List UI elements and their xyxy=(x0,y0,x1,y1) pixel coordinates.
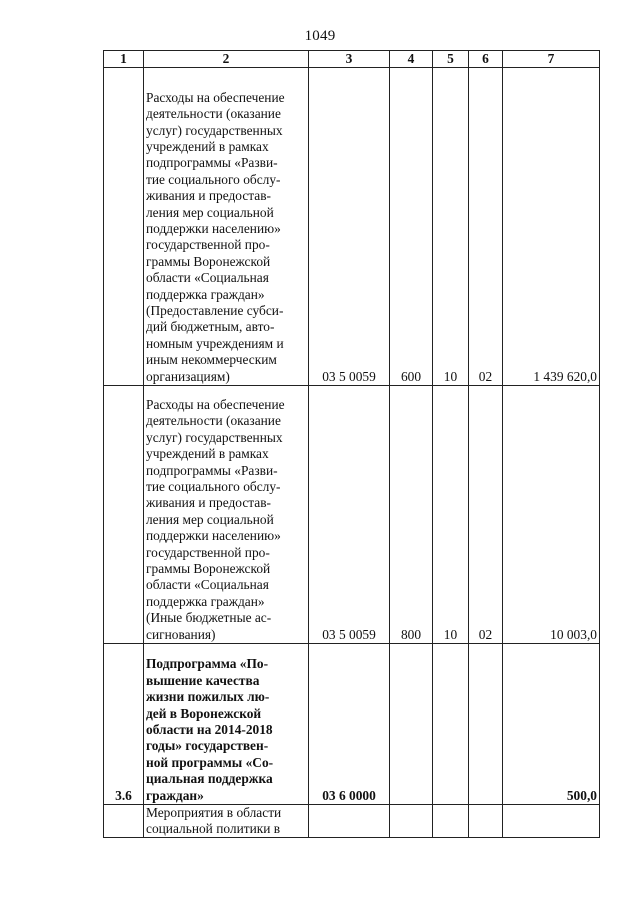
budget-table xyxy=(103,50,600,838)
column-header-6: 6 xyxy=(469,51,503,68)
description-line: услуг) государственных xyxy=(146,122,283,138)
row-index xyxy=(104,805,144,838)
row-col5 xyxy=(433,805,469,838)
row-col4 xyxy=(390,805,433,838)
description-line: Расходы на обеспечение xyxy=(146,396,285,412)
row-amount: 500,0 xyxy=(503,644,600,805)
row-index xyxy=(104,68,144,386)
description-line: подпрограммы «Разви- xyxy=(146,155,278,171)
header-row xyxy=(104,51,600,68)
description-line: Расходы на обеспечение xyxy=(146,89,285,105)
row-code: 03 5 0059 xyxy=(309,68,390,386)
description-line: Мероприятия в области xyxy=(146,805,282,820)
description-line: социальной политики в xyxy=(146,821,281,837)
description-line: области «Социальная xyxy=(146,270,269,286)
description-line: годы» государствен- xyxy=(146,738,269,754)
description-line: ной программы «Со- xyxy=(146,754,274,770)
row-col5 xyxy=(433,644,469,805)
description-line: (Предоставление субси- xyxy=(146,302,284,318)
row-description xyxy=(144,644,309,805)
description-line: Подпрограмма «По- xyxy=(146,656,269,672)
description-line: деятельности (оказание xyxy=(146,413,281,429)
description-line: номным учреждениям и xyxy=(146,335,284,351)
row-code xyxy=(309,805,390,838)
description-line: ления мер социальной xyxy=(146,204,274,220)
description-line: государственной про- xyxy=(146,237,270,253)
table-row xyxy=(104,386,600,644)
description-line: живания и предостав- xyxy=(146,188,272,204)
description-line: поддержки населению» xyxy=(146,220,281,236)
description-line: живания и предостав- xyxy=(146,495,272,511)
row-code: 03 5 0059 xyxy=(309,386,390,644)
page-number: 1049 xyxy=(304,28,336,44)
column-header-2: 2 xyxy=(144,51,309,68)
column-header-3: 3 xyxy=(309,51,390,68)
description-line: сигнования) xyxy=(146,626,216,642)
row-index xyxy=(104,386,144,644)
description-line: поддержки населению» xyxy=(146,528,281,544)
row-amount: 10 003,0 xyxy=(503,386,600,644)
column-header-7: 7 xyxy=(503,51,600,68)
row-col6 xyxy=(469,805,503,838)
description-line: тие социального обслу- xyxy=(146,171,281,187)
description-line: учреждений в рамках xyxy=(146,138,269,154)
description-line: жизни пожилых лю- xyxy=(146,689,270,705)
description-line: тие социального обслу- xyxy=(146,478,281,494)
description-line: области «Социальная xyxy=(146,577,269,593)
row-col6: 02 xyxy=(469,386,503,644)
description-line: вышение качества xyxy=(146,672,260,688)
table-row xyxy=(104,644,600,805)
row-col4: 600 xyxy=(390,68,433,386)
row-col4 xyxy=(390,644,433,805)
column-header-4: 4 xyxy=(390,51,433,68)
description-line: подпрограммы «Разви- xyxy=(146,462,278,478)
row-amount xyxy=(503,805,600,838)
description-line: иным некоммерческим xyxy=(146,352,277,368)
row-col4: 800 xyxy=(390,386,433,644)
description-line: услуг) государственных xyxy=(146,429,283,445)
description-line: граждан» xyxy=(146,787,204,803)
row-description xyxy=(144,805,309,838)
column-header-5: 5 xyxy=(433,51,469,68)
row-code: 03 6 0000 xyxy=(309,644,390,805)
table-row xyxy=(104,805,600,838)
description-line: организациям) xyxy=(146,368,230,384)
description-line: граммы Воронежской xyxy=(146,253,271,269)
row-col5: 10 xyxy=(433,68,469,386)
row-col6 xyxy=(469,644,503,805)
description-line: деятельности (оказание xyxy=(146,106,281,122)
description-line: поддержка граждан» xyxy=(146,286,265,302)
description-line: (Иные бюджетные ас- xyxy=(146,610,272,626)
table-row xyxy=(104,68,600,386)
description-line: учреждений в рамках xyxy=(146,446,269,462)
description-line: граммы Воронежской xyxy=(146,560,271,576)
description-line: дий бюджетным, авто- xyxy=(146,319,275,335)
description-line: области на 2014-2018 xyxy=(146,721,273,737)
row-description xyxy=(144,68,309,386)
description-line: ления мер социальной xyxy=(146,511,274,527)
description-line: циальная поддержка xyxy=(146,771,273,787)
description-line: поддержка граждан» xyxy=(146,593,265,609)
description-clip xyxy=(146,805,306,837)
row-index: 3.6 xyxy=(104,644,144,805)
row-col5: 10 xyxy=(433,386,469,644)
row-col6: 02 xyxy=(469,68,503,386)
description-line: дей в Воронежской xyxy=(146,705,262,721)
row-description xyxy=(144,386,309,644)
description-line: государственной про- xyxy=(146,544,270,560)
row-amount: 1 439 620,0 xyxy=(503,68,600,386)
column-header-1: 1 xyxy=(104,51,144,68)
